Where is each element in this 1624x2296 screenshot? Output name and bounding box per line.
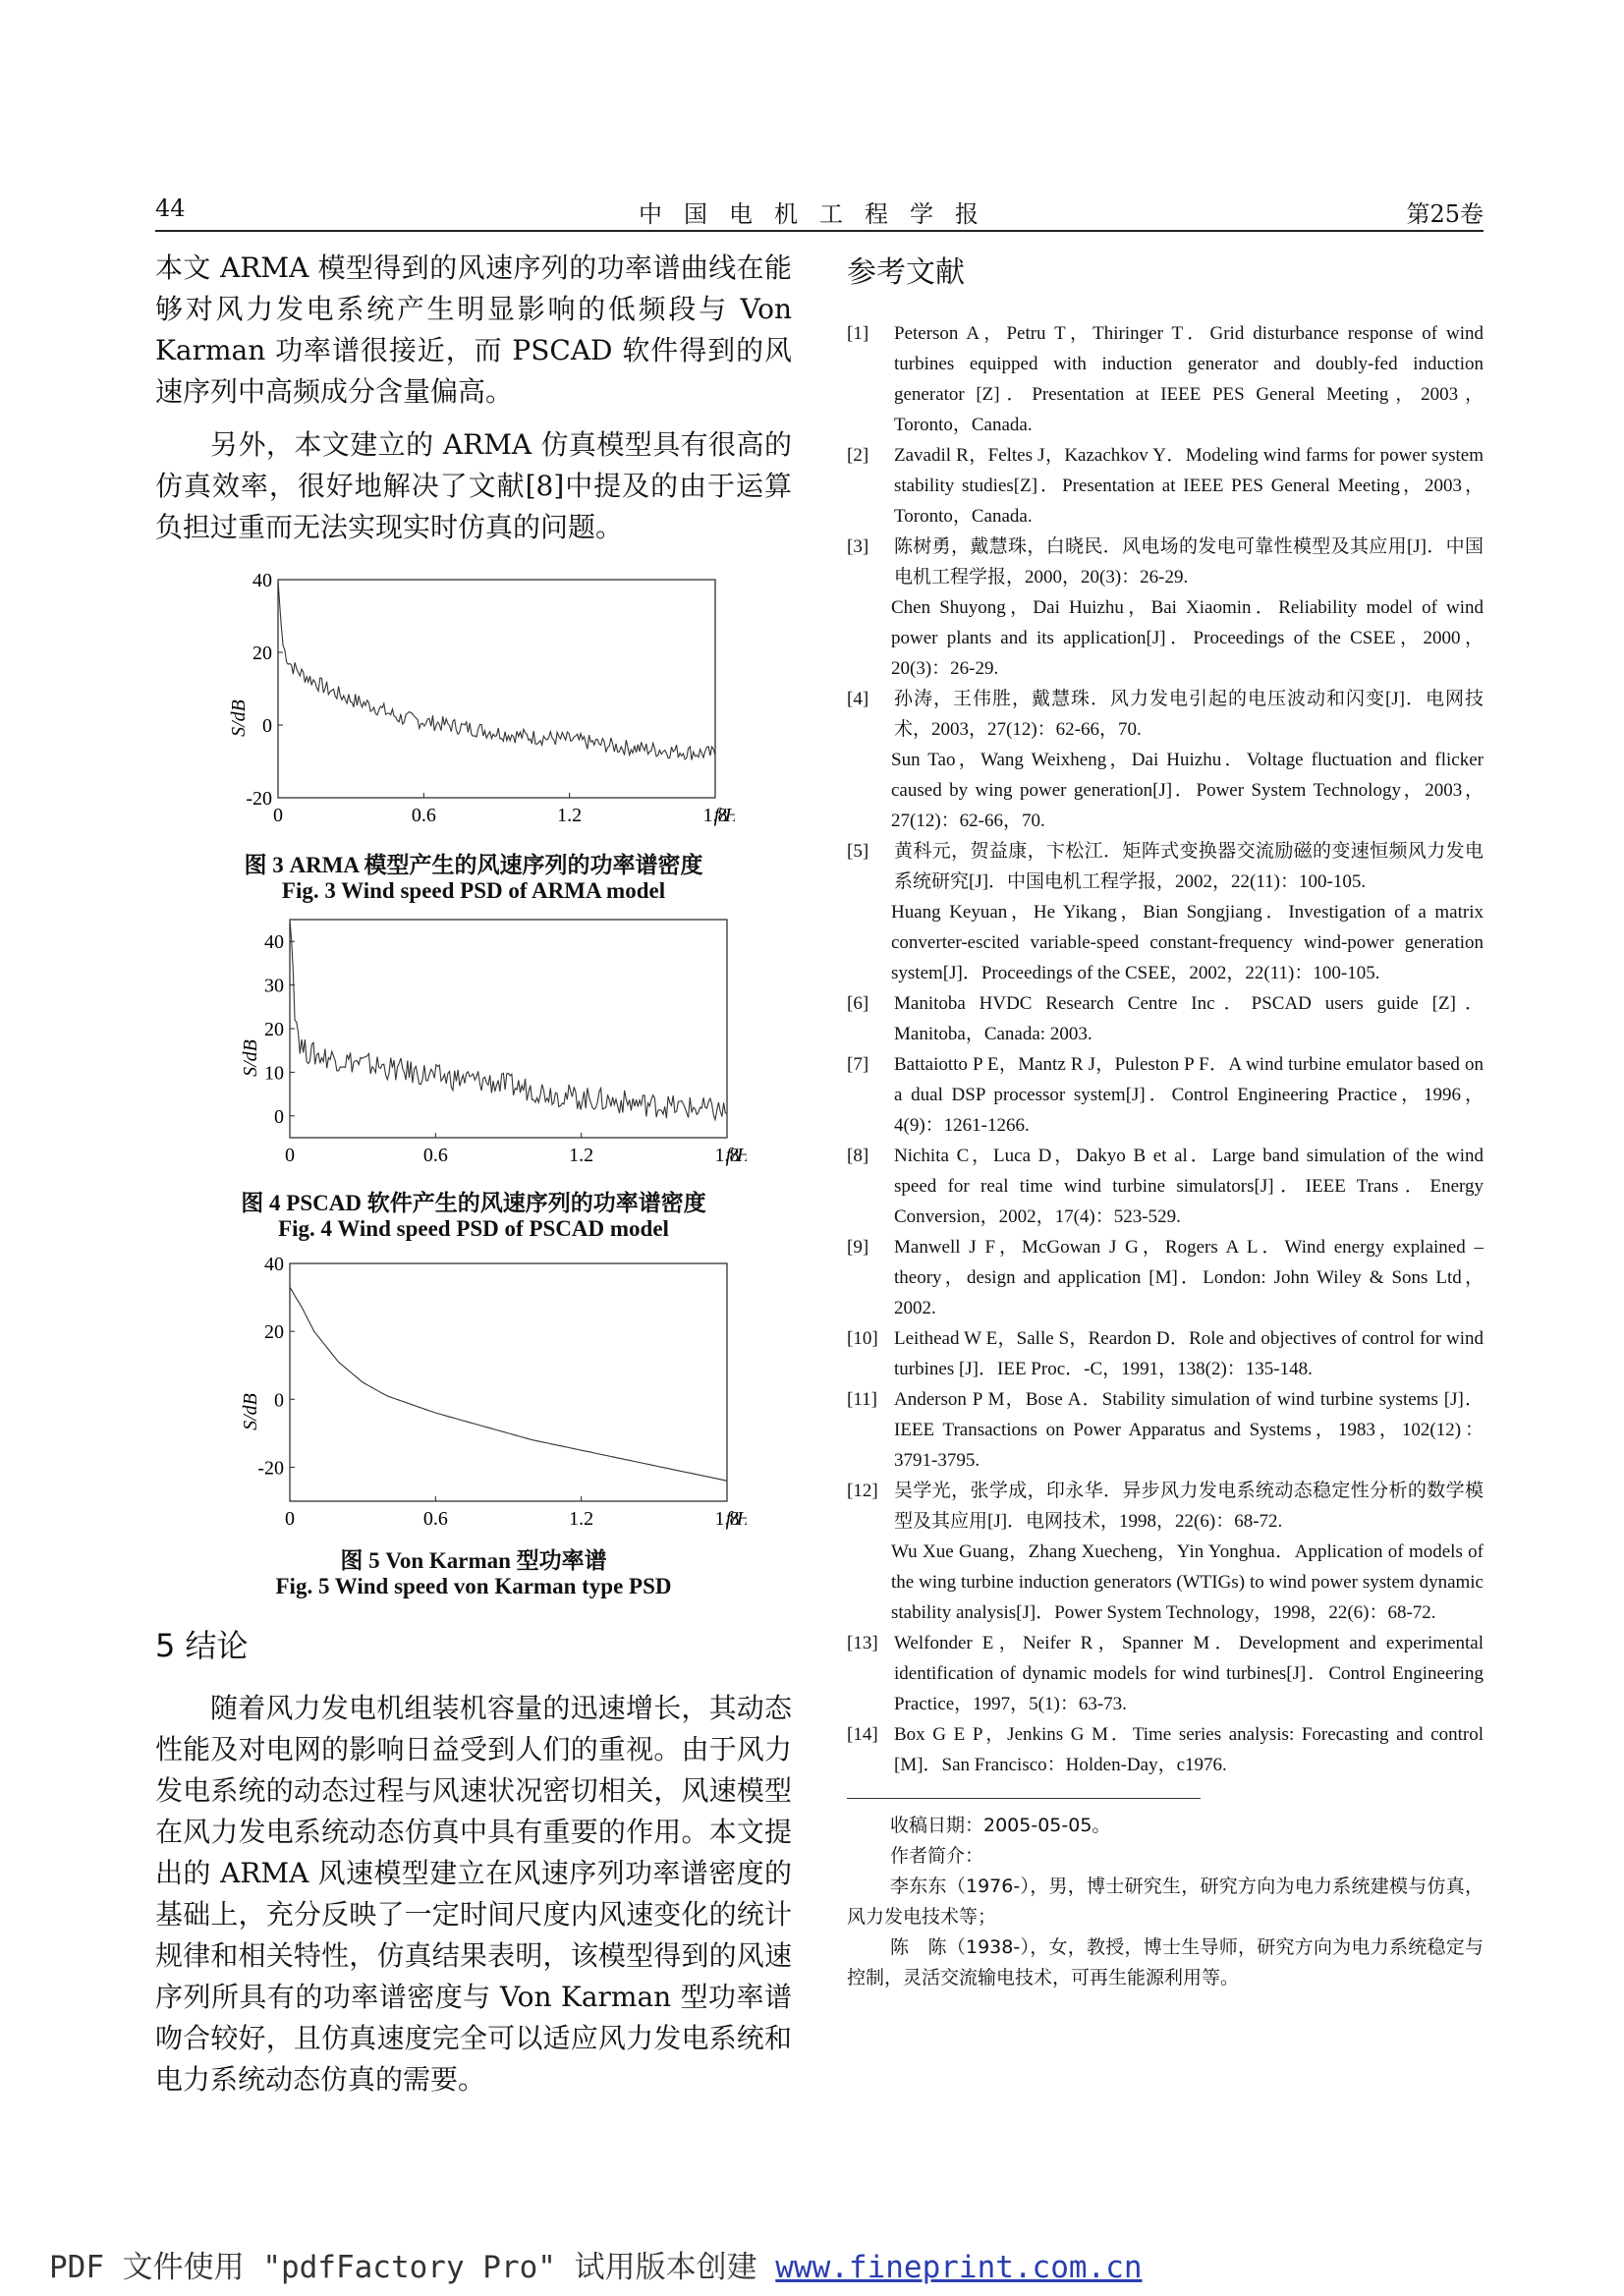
y-tick-label: 10 [264,1062,284,1085]
y-tick-label: 30 [264,975,284,997]
x-tick-label: 1.2 [569,1508,594,1530]
x-tick-label: 0 [285,1508,295,1530]
reference-item [847,1232,1484,1323]
x-tick-label: 1.2 [569,1145,594,1166]
reference-number: [12] [847,1481,878,1501]
reference-number: [2] [847,445,869,466]
x-tick-label: 0 [285,1145,295,1166]
reference-text: Zavadil R，Feltes J，Kazachkov Y．Modeling wind farms for power system stability studies[Z]．Presentation at IEEE PES General Meeting，2003，Toronto，Canada. [894,445,1484,527]
figure-3-chart [224,572,735,837]
plot-frame [278,580,715,798]
reference-item [847,1476,1484,1628]
y-axis-label: S/dB [228,700,250,737]
plot-frame [290,920,727,1138]
x-axis-label: f/ [725,1145,737,1166]
reference-text: Anderson P M，Bose A．Stability simulation of wind turbine systems [J]．IEEE Transactions on Power Apparatus and Systems，1983，102(12)：3791-3795. [894,1389,1484,1471]
references-title: 参考文献 [847,255,965,290]
references-list [847,318,1484,1780]
y-tick-label: 20 [264,1019,284,1040]
received-date: 收稿日期：2005-05-05。 [890,1815,1111,1836]
reference-item [847,440,1484,532]
paragraph-2: 另外，本文建立的 ARMA 仿真模型具有很高的仿真效率，很好地解决了文献[8]中提及的由于运算负担过重而无法实现实时仿真的问题。 [155,428,792,543]
paragraph-1: 本文 ARMA 模型得到的风速序列的功率谱曲线在能够对风力发电系统产生明显影响的低频段与 Von Karman 功率谱很接近，而 PSCAD 软件得到的风速序列中高频成分含量偏高。 [155,252,792,408]
psd-series-line [290,1287,727,1481]
reference-text: Manwell J F，McGowan J G，Rogers A L．Wind energy explained – theory，design and application [M]．London: John Wiley & Sons Ltd，2002. [894,1237,1484,1318]
reference-item [847,684,1484,836]
reference-number: [9] [847,1237,869,1258]
y-tick-label: -20 [257,1457,284,1480]
reference-text-en: Chen Shuyong，Dai Huizhu，Bai Xiaomin．Reliability model of wind power plants and its application[J]．Proceedings of the CSEE，2000，20(3)：26-29. [891,597,1484,679]
y-axis-label: S/dB [240,1039,261,1077]
page-number: 44 [155,195,186,222]
figure-3-caption-en: Fig. 3 Wind speed PSD of ARMA model [281,878,666,903]
reference-number: [14] [847,1724,878,1745]
x-tick-label: 0 [273,805,283,826]
x-tick-label: 1.8 [714,1145,740,1166]
y-axis-label: S/dB [240,1393,261,1430]
reference-item [847,1384,1484,1476]
right-column [847,248,1484,1993]
reference-number: [6] [847,993,869,1014]
pdf-footer [49,2242,1143,2286]
y-tick-label: 20 [264,1321,284,1344]
reference-item [847,1323,1484,1384]
conclusion-section [155,1621,792,2100]
reference-item [847,1628,1484,1719]
reference-number: [5] [847,841,869,862]
y-tick-label: 20 [252,643,272,664]
figure-4 [236,912,747,1181]
page-header [155,191,1484,232]
psd-series-line [278,580,715,760]
y-tick-label: 0 [274,1105,284,1128]
reference-number: [13] [847,1633,878,1653]
figure-3 [224,572,735,841]
y-tick-label: 40 [252,572,272,591]
figure-4-caption-cn: 图 4 PSCAD 软件产生的风速序列的功率谱密度 [241,1191,706,1215]
reference-number: [7] [847,1054,869,1075]
y-tick-label: 40 [264,1256,284,1275]
reference-number: [3] [847,536,869,557]
reference-item [847,532,1484,684]
volume-label: 第25卷 [1406,200,1484,228]
reference-text-en: Sun Tao，Wang Weixheng，Dai Huizhu．Voltage fluctuation and flicker caused by wing power generation[J]．Power System Technology，2003，27(12)：62-66，70. [891,750,1484,831]
x-axis-label: f/ [725,1508,737,1530]
reference-text-en: Wu Xue Guang，Zhang Xuecheng，Yin Yonghua．Application of models of the wing turbine induction generators (WTIGs) to wind power system dynamic stability analysis[J]．Power System Technology，1998，22(6)：68-72. [891,1541,1484,1623]
reference-text: Welfonder E，Neifer R，Spanner M．Development and experimental identification of dynamic models for wind turbines[J]．Control Engineering Practice，1997，5(1)：63-73. [894,1633,1484,1714]
y-tick-label: 0 [262,715,272,737]
reference-item [847,1719,1484,1780]
journal-name: 中国电机工程学报 [639,200,1000,228]
reference-number: [1] [847,323,869,344]
y-tick-label: 0 [274,1389,284,1412]
x-tick-label: 1.8 [702,805,728,826]
reference-item [847,988,1484,1049]
y-tick-label: 40 [264,931,284,954]
reference-text: Battaiotto P E，Mantz R J，Puleston P F．A wind turbine emulator based on a dual DSP processor system[J]．Control Engineering Practice，1996，4(9)：1261-1266. [894,1054,1484,1136]
reference-text: Leithead W E，Salle S，Reardon D．Role and objectives of control for wind turbines [J]．IEE Proc．-C，1991，138(2)：135-148. [894,1328,1484,1379]
reference-text: 吴学光，张学成，印永华．异步风力发电系统动态稳定性分析的数学模型及其应用[J]．电网技术，1998，22(6)：68-72. [894,1481,1484,1532]
reference-number: [11] [847,1389,877,1410]
figure-3-caption-cn: 图 3 ARMA 模型产生的风速序列的功率谱密度 [244,853,703,877]
figure-4-caption-en: Fig. 4 Wind speed PSD of PSCAD model [278,1216,669,1241]
reference-text: 陈树勇，戴慧珠，白晓民．风电场的发电可靠性模型及其应用[J]．中国电机工程学报，2000，20(3)：26-29. [894,536,1484,588]
reference-item [847,1049,1484,1141]
figure-5 [236,1256,747,1544]
y-tick-label: -20 [246,788,272,810]
reference-text: Manitoba HVDC Research Centre Inc．PSCAD users guide [Z]．Manitoba，Canada: 2003. [894,993,1484,1044]
reference-number: [8] [847,1146,869,1166]
conclusion-paragraph: 随着风力发电机组装机容量的迅速增长，其动态性能及对电网的影响日益受到人们的重视。由于风力发电系统的动态过程与风速状况密切相关，风速模型在风力发电系统动态仿真中具有重要的作用。本文提出的 ARMA 风速模型建立在风速序列功率谱密度的基础上，充分反映了一定时间尺度内风速变化的统计规律和相关特性，仿真结果表明，该模型得到的风速序列所具有的功率谱密度与 Von Karman 型功率谱吻合较好，且仿真速度完全可以适应风力发电系统和电力系统动态仿真的需要。 [155,1692,792,2096]
section-5-title: 5 结论 [155,1627,249,1664]
footer-text: PDF 文件使用 "pdfFactory Pro" 试用版本创建 [49,2250,776,2285]
reference-number: [10] [847,1328,878,1349]
x-tick-label: 1.2 [557,805,583,826]
reference-text: 孙涛，王伟胜，戴慧珠．风力发电引起的电压波动和闪变[J]．电网技术，2003，27(12)：62-66，70. [894,689,1484,740]
figure-5-caption-cn: 图 5 Von Karman 型功率谱 [340,1548,607,1573]
plot-frame [290,1263,727,1501]
left-column [155,248,792,548]
reference-text-en: Huang Keyuan，He Yikang，Bian Songjiang．Investigation of a matrix converter-escited variable-speed constant-frequency wind-power generation system[J]．Proceedings of the CSEE，2002，22(11)：100-105. [891,902,1484,983]
reference-item [847,318,1484,440]
footer-link[interactable]: www.fineprint.com.cn [775,2250,1143,2285]
reference-text: Peterson A，Petru T，Thiringer T．Grid disturbance response of wind turbines equipped with induction generator and doubly-fed induction generator [Z]．Presentation at IEEE PES General Meeting，2003，Toronto，Canada. [894,323,1484,435]
figure-5-caption-en: Fig. 5 Wind speed von Karman type PSD [275,1574,672,1598]
reference-text: Nichita C，Luca D，Dakyo B et al．Large band simulation of the wind speed for real time wind turbine simulators[J]．IEEE Trans．Energy Conversion，2002，17(4)：523-529. [894,1146,1484,1227]
x-tick-label: 0.6 [422,1145,448,1166]
x-tick-label: 0.6 [411,805,436,826]
footnote-rule [847,1798,1201,1799]
author-bio-1: 李东东（1976-），男，博士研究生，研究方向为电力系统建模与仿真，风力发电技术等； [847,1876,1484,1928]
x-tick-label: 1.8 [714,1508,740,1530]
reference-number: [4] [847,689,869,709]
reference-item [847,836,1484,988]
author-bio-2: 陈 陈（1938-），女，教授，博士生导师，研究方向为电力系统稳定与控制，灵活交流输电技术，可再生能源利用等。 [847,1936,1484,1988]
reference-text: 黄科元，贺益康，卞松江．矩阵式变换器交流励磁的变速恒频风力发电系统研究[J]．中国电机工程学报，2002，22(11)：100-105. [894,841,1484,892]
reference-text: Box G E P，Jenkins G M．Time series analysis: Forecasting and control [M]．San Francisco：Holden-Day，c1976. [894,1724,1484,1775]
figure-5-chart [236,1256,747,1540]
author-intro-label: 作者简介： [890,1845,984,1867]
figure-4-chart [236,912,747,1177]
x-tick-label: 0.6 [422,1508,448,1530]
reference-item [847,1141,1484,1232]
psd-series-line [290,920,727,1120]
x-axis-label: f/ [713,805,725,826]
